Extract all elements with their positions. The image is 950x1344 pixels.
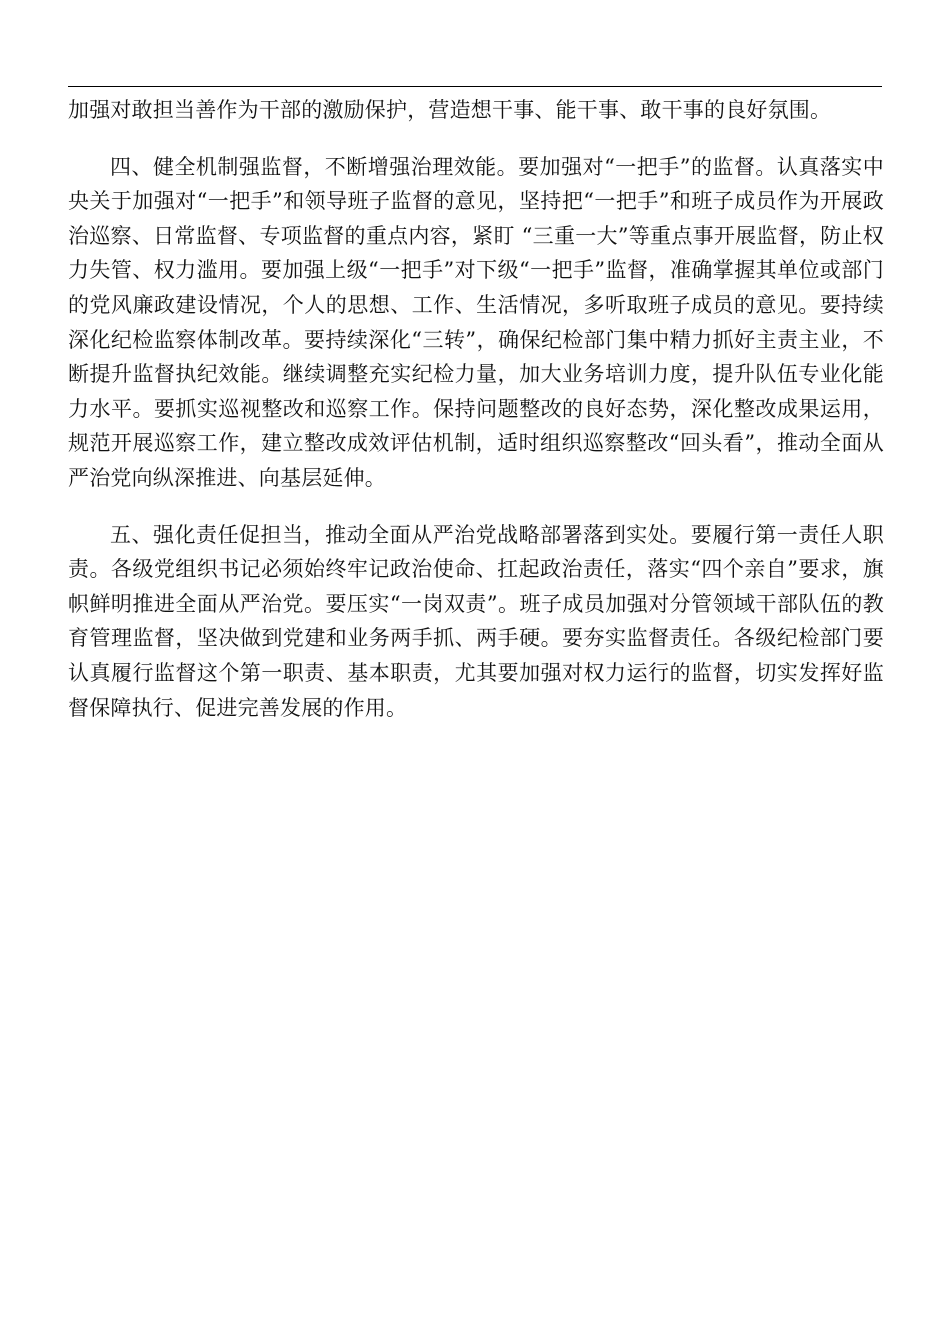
header-rule <box>68 86 882 87</box>
paragraph-continuation: 加强对敢担当善作为干部的激励保护，营造想干事、能干事、敢干事的良好氛围。 <box>68 98 832 122</box>
paragraph-section-five: 五、强化责任促担当，推动全面从严治党战略部署落到实处。要履行第一责任人职责。各级党组织书记必须始终牢记政治使命、扛起政治责任，落实“四个亲自”要求，旗帜鲜明推进全面从严治党。要压实“一岗双责”。班子成员加强对分管领域干部队伍的教育管理监督，坚决做到党建和业务两手抓、两手硬。要夯实监督责任。各级纪检部门要认真履行监督这个第一职责、基本职责，尤其要加强对权力运行的监督，切实发挥好监督保障执行、促进完善发展的作用。 <box>68 522 884 720</box>
document-body <box>68 93 884 725</box>
paragraph-section-four: 四、健全机制强监督，不断增强治理效能。要加强对“一把手”的监督。认真落实中央关于加强对“一把手”和领导班子监督的意见，坚持把“一把手”和班子成员作为开展政治巡察、日常监督、专项监督的重点内容，紧盯 “三重一大”等重点事开展监督，防止权力失管、权力滥用。要加强上级“一把手”对下级“一把手”监督，准确掌握其单位或部门的党风廉政建设情况，个人的思想、工作、生活情况，多听取班子成员的意见。要持续深化纪检监察体制改革。要持续深化“三转”，确保纪检部门集中精力抓好主责主业，不断提升监督执纪效能。继续调整充实纪检力量，加大业务培训力度，提升队伍专业化能力水平。要抓实巡视整改和巡察工作。保持问题整改的良好态势，深化整改成果运用，规范开展巡察工作，建立整改成效评估机制，适时组织巡察整改“回头看”，推动全面从严治党向纵深推进、向基层延伸。 <box>68 154 884 490</box>
